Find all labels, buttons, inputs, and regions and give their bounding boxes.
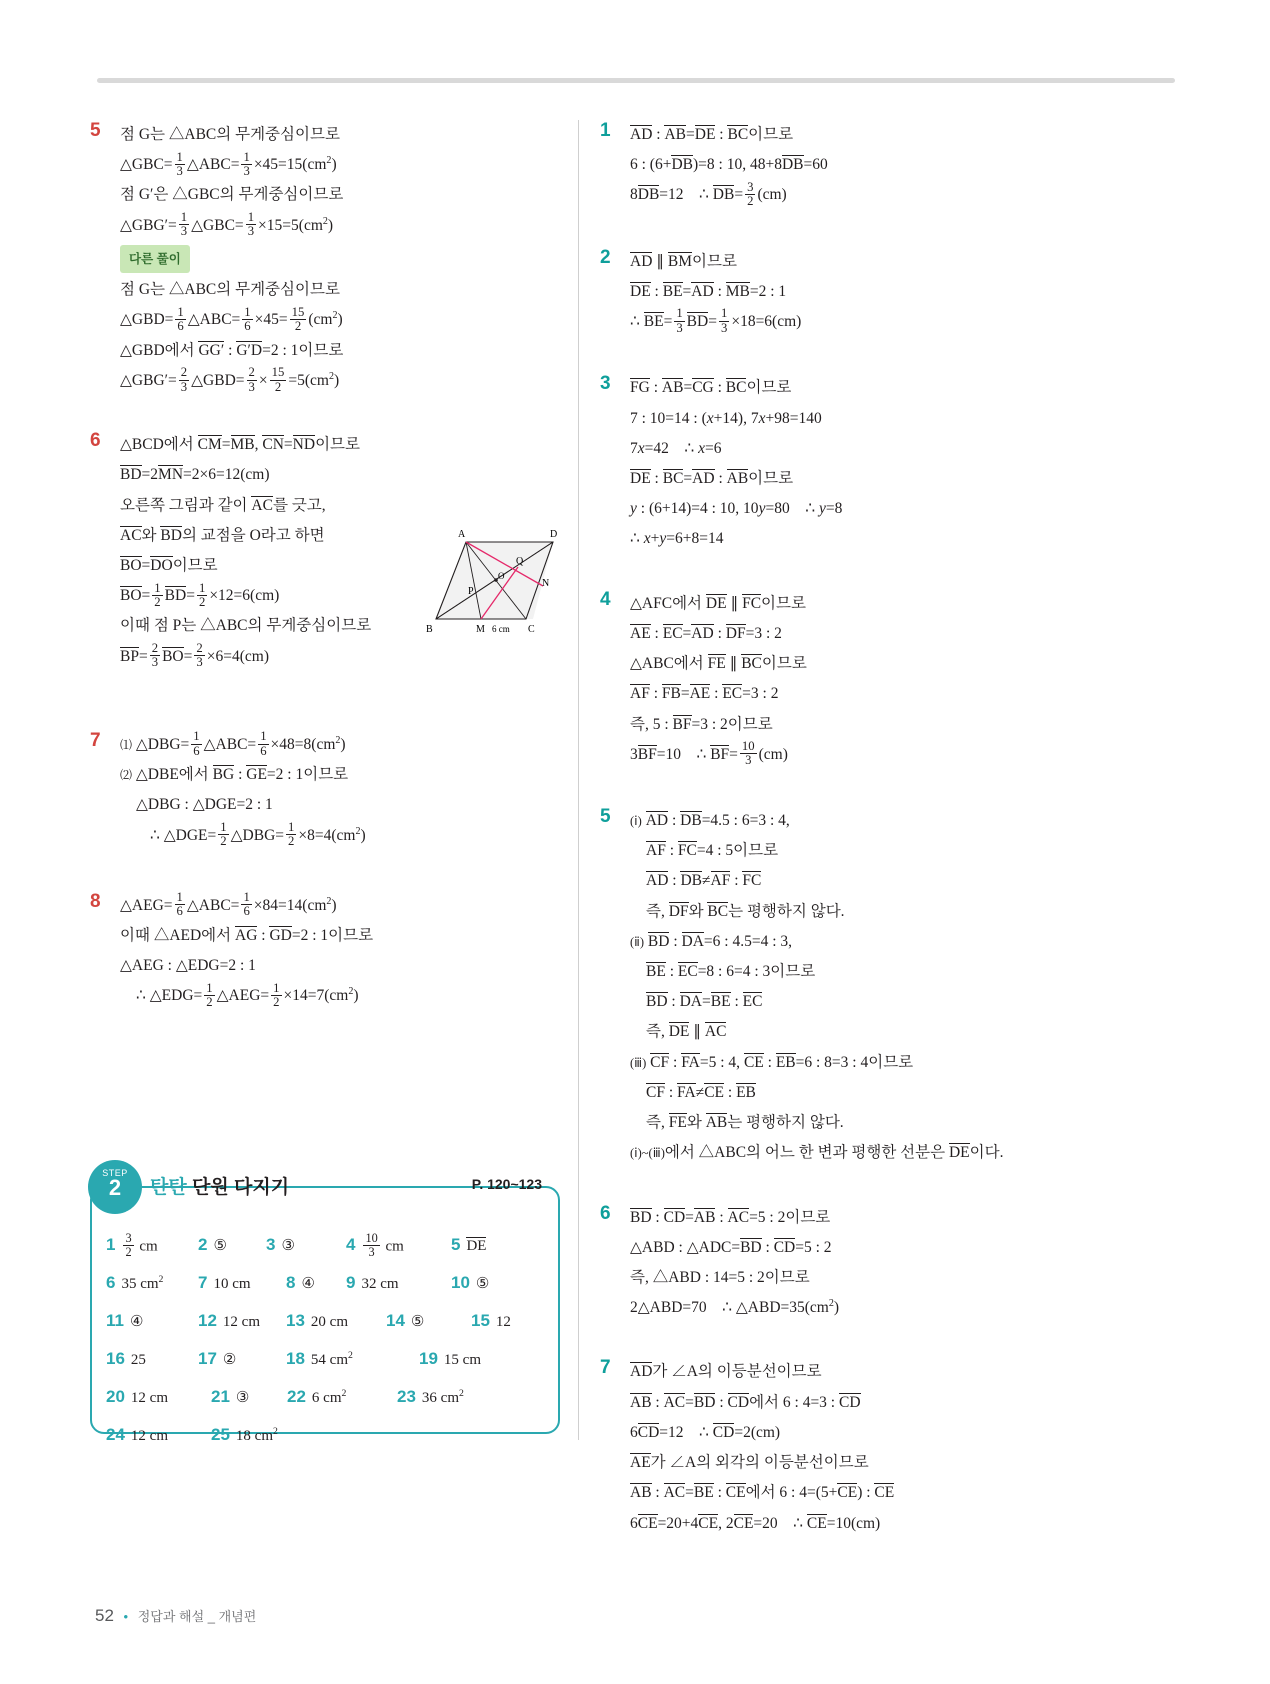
text-line: AE가 ∠A의 외각의 이등분선이므로 <box>630 1454 869 1472</box>
answer-key: 25 <box>211 1425 230 1444</box>
solution-item-r6 <box>600 1203 1080 1324</box>
solution-item-8 <box>90 891 560 1012</box>
text-line: (ⅲ) CF : FA=5 : 4, CE : EB=6 : 8=3 : 4이므로 <box>630 1053 914 1071</box>
answer-key: 10 <box>451 1273 470 1292</box>
text-line: 오른쪽 그림과 같이 AC를 긋고, <box>120 496 326 514</box>
answer-key: 12 <box>198 1311 217 1330</box>
answer-key: 16 <box>106 1349 125 1368</box>
footer-dot-icon: • <box>123 1609 129 1624</box>
answer-key: 7 <box>198 1273 208 1292</box>
answer-value: ③ <box>235 1390 250 1406</box>
text-line: ∴ △EDG= $\frac{1}{2}$ △AEG= $\frac{1}{2}$ $\times 14=7(cm^2)$ <box>136 980 359 1010</box>
text-line: 7x=42 ∴ x=6 <box>630 439 722 457</box>
page-footer <box>95 1606 256 1626</box>
text-line: △GBD= $\frac{1}{6}$ △ABC= $\frac{1}{6}$ ×45= $\frac{15}{2}$ $(cm^2)$ <box>120 304 343 334</box>
text-line: (ⅱ) BD : DA=6 : 4.5=4 : 3, <box>630 932 793 950</box>
answer-value: 12 <box>495 1314 511 1330</box>
text-line: AF : FB=AE : EC=3 : 2 <box>630 685 779 703</box>
answer-key: 15 <box>471 1311 490 1330</box>
top-rule <box>97 78 1175 83</box>
item-number: 4 <box>600 588 611 610</box>
answer-key: 4 <box>346 1234 356 1254</box>
answer-key: 18 <box>286 1349 305 1368</box>
footer-text: 정답과 해설 _ 개념편 <box>137 1609 257 1624</box>
answer-key: 5 <box>451 1234 461 1254</box>
text-line: 점 G는 △ABC의 무게중심이므로 <box>120 281 340 299</box>
step-answer-box <box>90 1168 560 1444</box>
text-line: AD : AB=DE : BC이므로 <box>630 126 794 143</box>
left-column <box>90 120 560 1034</box>
answer-value: 12 cm <box>130 1428 168 1444</box>
svg-text:A: A <box>458 529 466 541</box>
item-number: 5 <box>90 120 101 141</box>
svg-text:D: D <box>550 529 558 541</box>
text-line: 8DB=12 ∴ DB= $\frac{3}{2}$ (cm) <box>630 179 787 209</box>
solution-item-r2 <box>600 247 1080 338</box>
answer-value: 25 <box>130 1352 146 1368</box>
text-line: FG : AB=CG : BC이므로 <box>630 379 792 397</box>
text-line: 2△ABD=70 ∴ $\triangle ABD=35(cm^2)$ <box>630 1298 840 1317</box>
answer-value: 15 cm <box>443 1352 481 1368</box>
answers-grid <box>106 1226 548 1454</box>
answer-value: ⑤ <box>410 1314 425 1330</box>
text-line: △AFC에서 DE ∥ FC이므로 <box>630 594 806 612</box>
text-line: ∴ x+y=6+8=14 <box>630 530 724 548</box>
text-line: ⑴ △DBG= $\frac{1}{6}$ △ABC= $\frac{1}{6}$ $\times 48=8(cm^2)$ <box>120 729 346 758</box>
text-line: 7 : 10=14 : (x+14), 7x+98=140 <box>630 409 822 427</box>
answer-key: 20 <box>106 1387 125 1406</box>
answer-key: 14 <box>386 1311 405 1330</box>
column-divider <box>578 120 579 1440</box>
answer-value: 54 $cm^2$ <box>310 1350 353 1368</box>
text-line: △GBC= $\frac{1}{3}$ △ABC= $\frac{1}{3}$ $\times 45=15(cm^2)$ <box>120 149 337 178</box>
answer-value: 6 $cm^2$ <box>311 1388 347 1406</box>
answer-key: 2 <box>198 1235 208 1254</box>
answer-key: 6 <box>106 1273 116 1292</box>
text-line: AB : AC=BD : CD에서 6 : 4=3 : CD <box>630 1393 861 1411</box>
answer-key: 21 <box>211 1387 230 1406</box>
text-line: AB : AC=BE : CE에서 6 : 4=(5+CE) : CE <box>630 1484 895 1502</box>
text-line: △AEG= $\frac{1}{6}$ △ABC= $\frac{1}{6}$ $\times 84=14(cm^2)$ <box>120 890 337 919</box>
text-line: 6CE=20+4CE, 2CE=20 ∴ CE=10(cm) <box>630 1514 881 1532</box>
text-line: AE : EC=AD : DF=3 : 2 <box>630 624 782 642</box>
svg-text:M: M <box>476 624 485 636</box>
solution-item-r3 <box>600 373 1080 554</box>
text-line: (ⅰ)~(ⅲ)에서 △ABC의 어느 한 변과 평행한 선분은 DE이다. <box>630 1144 1004 1162</box>
text-line: △GBG′= $\frac{2}{3}$ △GBD= $\frac{2}{3}$ × $\frac{15}{2}$ $=5(cm^2)$ <box>120 365 340 394</box>
answer-value: 18 $cm^2$ <box>235 1426 278 1444</box>
step-page-range: P. 120~123 <box>471 1176 542 1192</box>
answer-value: 20 cm <box>310 1314 348 1330</box>
answer-value: ④ <box>129 1314 144 1330</box>
svg-text:C: C <box>528 624 535 636</box>
answer-value: 12 cm <box>222 1314 260 1330</box>
svg-text:Q: Q <box>516 556 524 568</box>
item-number: 3 <box>600 373 611 395</box>
text-line: 즉, 5 : BF=3 : 2이므로 <box>630 715 773 733</box>
text-line: △ABC에서 FE ∥ BC이므로 <box>630 655 807 673</box>
solution-item-6 <box>90 430 560 672</box>
solution-item-r7 <box>600 1357 1080 1538</box>
svg-text:B: B <box>426 624 433 636</box>
answer-key: 9 <box>346 1273 356 1292</box>
text-line: △ABD : △ADC=BD : CD=5 : 2 <box>630 1238 832 1256</box>
alt-solution-tag: 다른 풀이 <box>120 245 190 273</box>
text-line: CF : FA≠CE : EB <box>646 1083 756 1101</box>
text-line: BE : EC=8 : 6=4 : 3이므로 <box>646 963 816 981</box>
item-number: 6 <box>600 1202 611 1224</box>
text-line: BO= $\frac{1}{2}$ BD= $\frac{1}{2}$ ×12=6(cm) <box>120 580 280 609</box>
step-badge <box>88 1160 142 1214</box>
text-line: 이때 △AED에서 AG : GD=2 : 1이므로 <box>120 926 374 944</box>
step-title-highlight: 탄탄 <box>150 1177 187 1198</box>
text-line: △GBG′= $\frac{1}{3}$ △GBC= $\frac{1}{3}$ $\times 15=5(cm^2)$ <box>120 210 334 239</box>
item-number: 1 <box>600 120 611 141</box>
svg-text:P: P <box>468 586 474 598</box>
text-line: 점 G는 △ABC의 무게중심이므로 <box>120 126 340 143</box>
svg-text:O: O <box>498 571 505 582</box>
answer-value: ④ <box>301 1276 315 1292</box>
answer-value: 35 $cm^2$ <box>121 1274 164 1292</box>
solution-item-7 <box>90 730 560 851</box>
text-line: AF : FC=4 : 5이므로 <box>646 842 779 860</box>
item-number: 7 <box>600 1357 611 1379</box>
text-line: (ⅰ) AD : DB=4.5 : 6=3 : 4, <box>630 811 790 829</box>
text-line: 3BF=10 ∴ BF= $\frac{10}{3}$ (cm) <box>630 739 788 768</box>
answer-key: 11 <box>106 1311 124 1330</box>
solution-item-r4 <box>600 589 1080 770</box>
text-line: BD : DA=BE : EC <box>646 993 763 1011</box>
text-line: BP= $\frac{2}{3}$ BO= $\frac{2}{3}$ ×6=4(cm) <box>120 641 269 670</box>
item-number: 7 <box>90 729 101 751</box>
text-line: △AEG : △EDG=2 : 1 <box>120 957 256 975</box>
svg-text:N: N <box>542 578 550 590</box>
text-line: 즉, DE ∥ AC <box>646 1023 727 1041</box>
text-line: △BCD에서 CM=MB, CN=ND이므로 <box>120 436 360 454</box>
text-line: 6 : (6+DB)=8 : 10, 48+8DB=60 <box>630 156 828 174</box>
step-title-rest: 단원 다지기 <box>192 1177 290 1198</box>
text-line: AD ∥ BM이므로 <box>630 252 737 270</box>
answer-value: DE <box>466 1237 487 1254</box>
answer-value: $\frac{10}{3}$ cm <box>365 1230 404 1259</box>
text-line: AC와 BD의 교점을 O라고 하면 <box>120 526 325 544</box>
answer-key: 8 <box>286 1273 296 1292</box>
step-word: STEP <box>102 1168 128 1178</box>
item-number: 5 <box>600 805 611 827</box>
item-number: 2 <box>600 246 611 268</box>
item-number: 8 <box>90 890 101 912</box>
text-line: ∴ △DGE= $\frac{1}{2}$ △DBG= $\frac{1}{2}$ $\times 8=4(cm^2)$ <box>150 819 366 849</box>
text-line: y : (6+14)=4 : 10, 10y=80 ∴ y=8 <box>630 500 843 518</box>
step-number: 2 <box>108 1175 122 1200</box>
text-line: AD가 ∠A의 이등분선이므로 <box>630 1363 822 1381</box>
text-line: 즉, DF와 BC는 평행하지 않다. <box>646 902 845 920</box>
answer-value: 32 cm <box>361 1276 399 1292</box>
text-line: △DBG : △DGE=2 : 1 <box>136 796 273 814</box>
answer-key: 1 <box>106 1234 116 1254</box>
answer-key: 13 <box>286 1311 305 1330</box>
text-line: BD=2MN=2×6=12(cm) <box>120 466 270 484</box>
answer-value: ⑤ <box>475 1276 490 1292</box>
text-line: 이때 점 P는 △ABC의 무게중심이므로 <box>120 617 372 635</box>
text-line: 점 G′은 △GBC의 무게중심이므로 <box>120 186 344 204</box>
solution-item-5 <box>90 120 560 396</box>
text-line: DE : BE=AD : MB=2 : 1 <box>630 282 787 300</box>
step-title <box>150 1172 289 1199</box>
item-number: 6 <box>90 430 101 452</box>
text-line: BO=DO이므로 <box>120 557 218 574</box>
answer-key: 3 <box>266 1235 276 1254</box>
page-number: 52 <box>95 1606 114 1625</box>
text-line: BD : CD=AB : AC=5 : 2이므로 <box>630 1208 831 1226</box>
solution-item-r5 <box>600 806 1080 1169</box>
solution-item-r1 <box>600 120 1080 211</box>
text-line: ∴ BE= $\frac{1}{3}$ BD= $\frac{1}{3}$ ×18=6(cm) <box>630 306 802 335</box>
answer-key: 19 <box>419 1349 438 1368</box>
answer-value: ② <box>222 1352 237 1368</box>
answer-value: 36 $cm^2$ <box>421 1388 464 1406</box>
right-column <box>600 120 1080 1561</box>
svg-text:6 cm: 6 cm <box>492 624 510 635</box>
answer-key: 23 <box>397 1387 416 1406</box>
answer-key: 17 <box>198 1349 217 1368</box>
answer-value: ③ <box>281 1238 295 1254</box>
answer-value: $\frac{3}{2}$ cm <box>125 1230 158 1259</box>
answer-value: 12 cm <box>130 1390 168 1406</box>
text-line: 6CD=12 ∴ CD=2(cm) <box>630 1423 781 1441</box>
answer-value: 10 cm <box>213 1276 251 1292</box>
text-line: AD : DB≠AF : FC <box>646 872 762 890</box>
text-line: ⑵ △DBE에서 BG : GE=2 : 1이므로 <box>120 766 349 784</box>
answer-key: 22 <box>287 1387 306 1406</box>
answer-value: ⑤ <box>213 1238 227 1254</box>
answer-key: 24 <box>106 1425 125 1444</box>
text-line: DE : BC=AD : AB이므로 <box>630 469 794 487</box>
text-line: △GBD에서 GG′ : G′D=2 : 1이므로 <box>120 341 344 359</box>
text-line: 즉, △ABD : 14=5 : 2이므로 <box>630 1269 810 1286</box>
text-line: 즉, FE와 AB는 평행하지 않다. <box>646 1114 844 1132</box>
parallelogram-figure <box>418 524 568 644</box>
